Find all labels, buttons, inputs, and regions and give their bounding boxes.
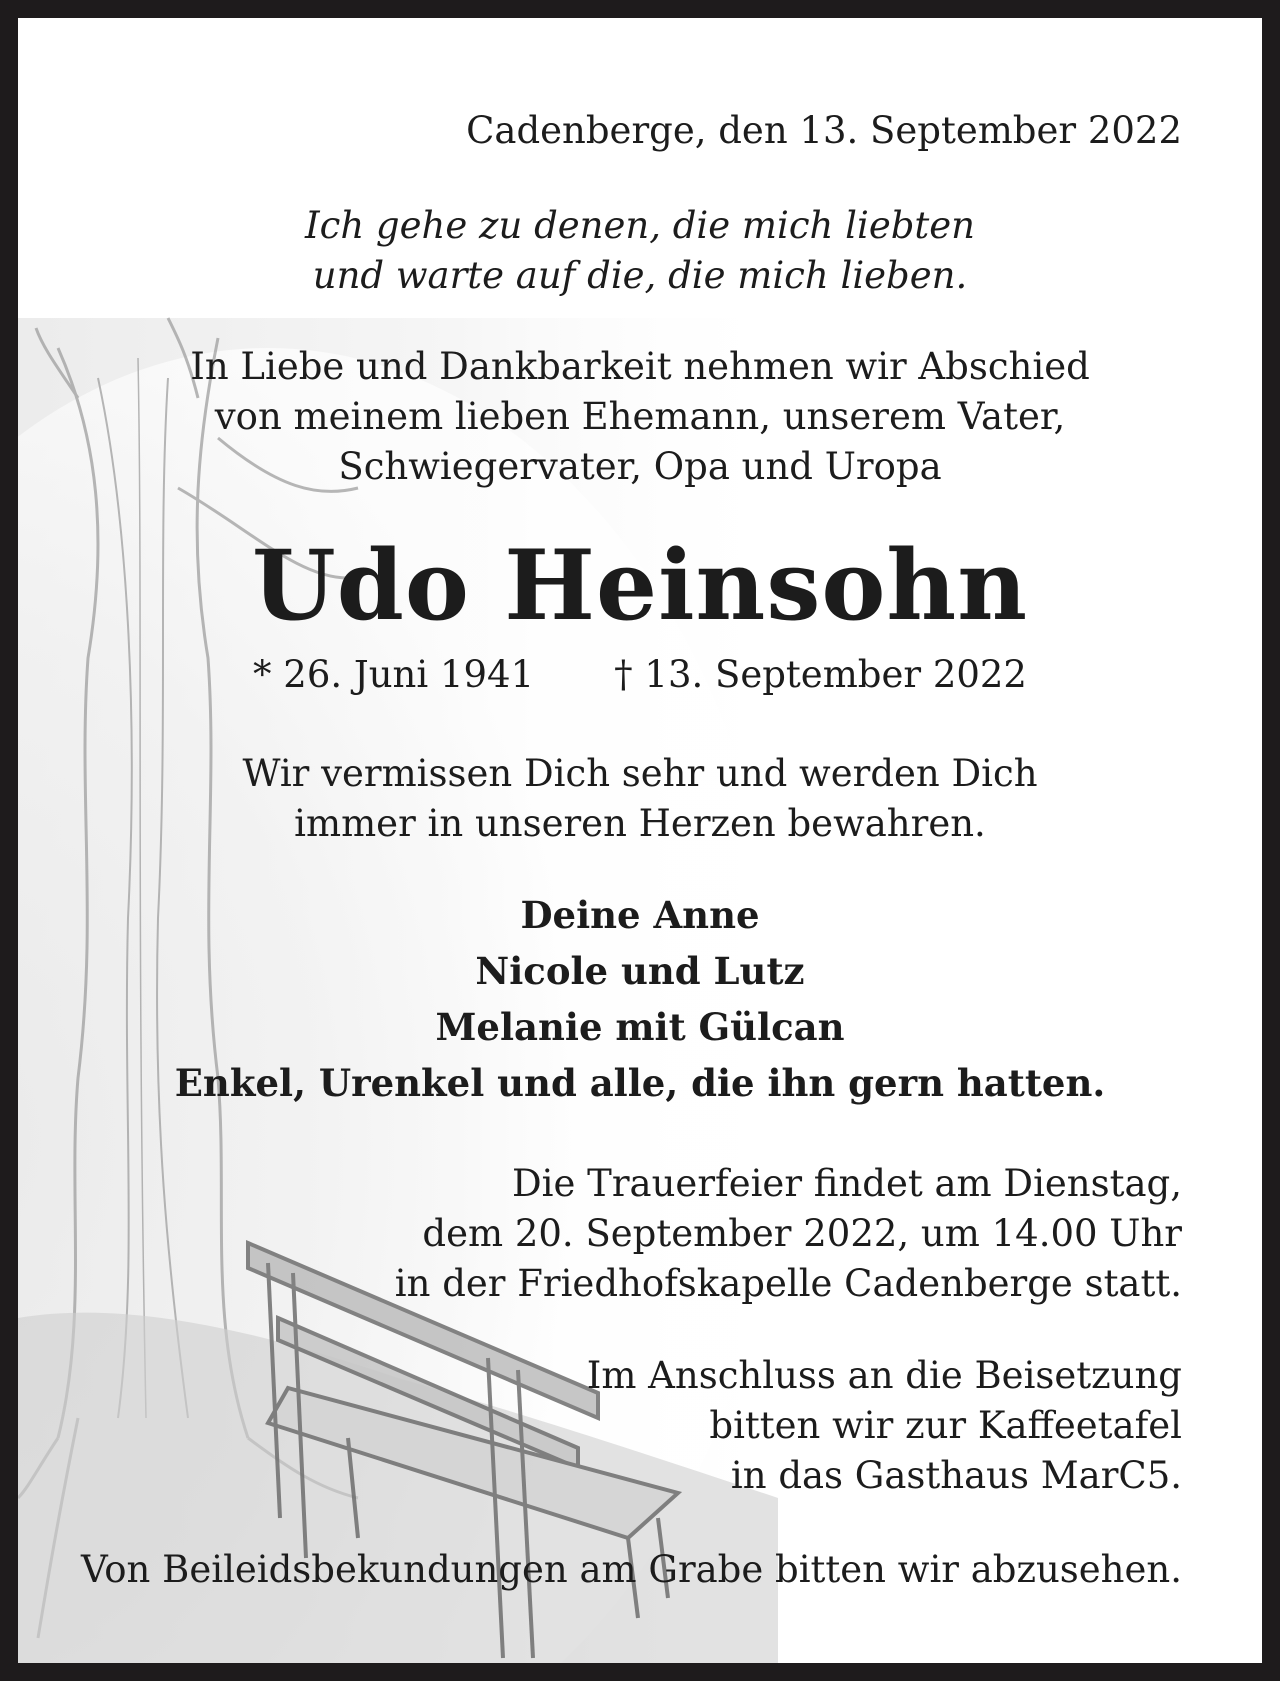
reception-line-1: Im Anschluss an die Beisetzung <box>586 1354 1182 1397</box>
intro-line-3: Schwiegervater, Opa und Uropa <box>338 445 942 488</box>
remembrance-line-1: Wir vermissen Dich sehr und werden Dich <box>242 752 1038 795</box>
ceremony-line-1: Die Trauerfeier findet am Dienstag, <box>512 1162 1182 1205</box>
life-dates <box>18 650 1262 700</box>
death-date: † 13. September 2022 <box>614 653 1027 696</box>
ceremony-line-2: dem 20. September 2022, um 14.00 Uhr <box>422 1212 1182 1255</box>
deceased-name: Udo Heinsohn <box>251 529 1028 642</box>
closing-note: Von Beileidsbekundungen am Grabe bitten wir abzusehen. <box>80 1548 1182 1591</box>
quote-line-2: und warte auf die, die mich lieben. <box>312 254 968 297</box>
place-date: Cadenberge, den 13. September 2022 <box>466 109 1182 152</box>
reception-line-2: bitten wir zur Kaffeetafel <box>709 1404 1182 1447</box>
quote-line-1: Ich gehe zu denen, die mich liebten <box>305 204 975 247</box>
mourner-2: Nicole und Lutz <box>475 949 805 993</box>
reception-line-3: in das Gasthaus MarC5. <box>730 1454 1182 1497</box>
intro-line-2: von meinem lieben Ehemann, unserem Vater, <box>214 395 1066 438</box>
remembrance-line-2: immer in unseren Herzen bewahren. <box>294 802 986 845</box>
mourner-4: Enkel, Urenkel und alle, die ihn gern hatten. <box>174 1061 1106 1105</box>
notice-text <box>18 18 1262 1663</box>
intro-line-1: In Liebe und Dankbarkeit nehmen wir Abschied <box>190 345 1090 388</box>
ceremony-line-3: in der Friedhofskapelle Cadenberge statt. <box>394 1262 1182 1305</box>
mourner-1: Deine Anne <box>520 893 760 937</box>
mourner-3: Melanie mit Gülcan <box>435 1005 845 1049</box>
birth-date: * 26. Juni 1941 <box>253 653 535 696</box>
